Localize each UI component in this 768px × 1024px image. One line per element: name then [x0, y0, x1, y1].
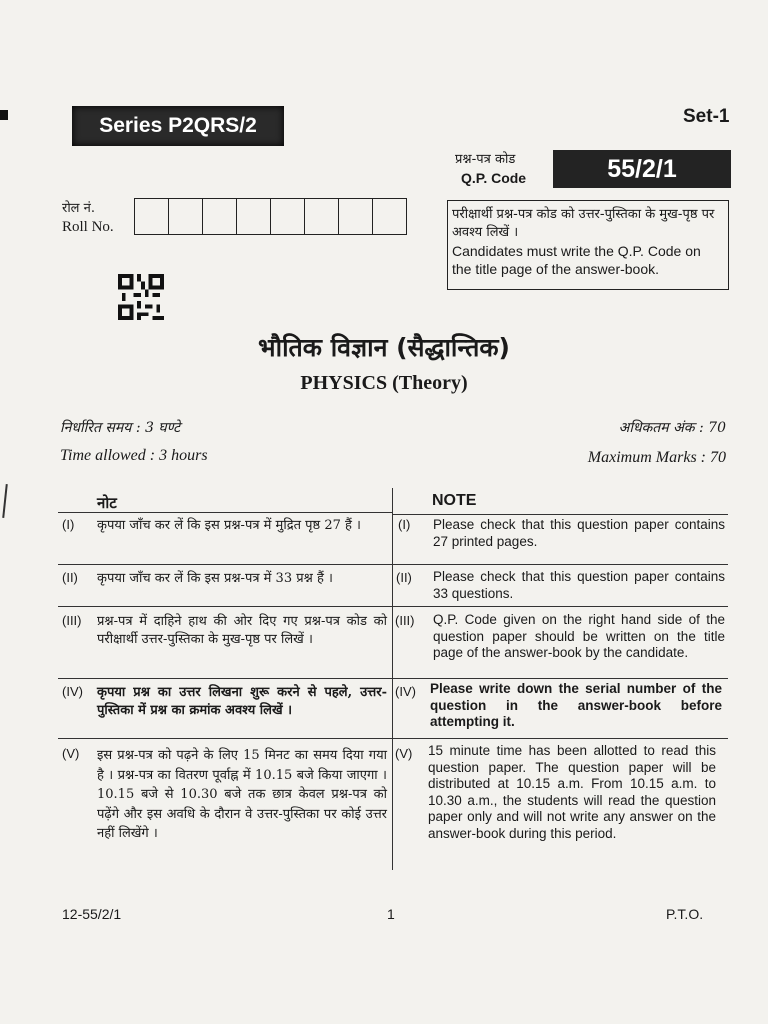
- qp-code-label-hindi: प्रश्न-पत्र कोड: [455, 152, 516, 167]
- roll-label-hindi: रोल नं.: [62, 201, 95, 216]
- row-divider: [58, 678, 728, 679]
- pto-label: P.T.O.: [666, 906, 704, 922]
- qp-code-label: Q.P. Code: [461, 170, 527, 186]
- note-text: Q.P. Code given on the right hand side of the question paper should be written on the title page of the answer-book by the candidate.: [433, 612, 725, 660]
- scan-mark-line: [2, 484, 8, 518]
- time-allowed: Time allowed : 3 hours: [60, 447, 208, 464]
- roll-label: Roll No.: [62, 219, 114, 235]
- roll-digit-box[interactable]: [339, 199, 373, 234]
- note-number: (IV): [62, 684, 83, 699]
- note-text: Please check that this question paper contains 33 questions.: [433, 569, 725, 601]
- qp-code-notice: [447, 200, 729, 290]
- notice-hindi: परीक्षार्थी प्रश्न-पत्र कोड को उत्तर-पुस्तिका के मुख-पृष्ठ पर अवश्य लिखें ।: [452, 207, 715, 240]
- maximum-marks: Maximum Marks : 70: [587, 449, 726, 466]
- scan-mark: [0, 110, 8, 120]
- roll-digit-box[interactable]: [135, 199, 169, 234]
- notice-english: Candidates must write the Q.P. Code on the title page of the answer-book.: [452, 243, 701, 277]
- title-hindi: भौतिक विज्ञान (सैद्धान्तिक): [258, 333, 510, 362]
- title-english: PHYSICS (Theory): [300, 372, 468, 394]
- note-heading-hindi: नोट: [97, 494, 117, 512]
- roll-digit-box[interactable]: [373, 199, 406, 234]
- note-number: (II): [396, 570, 412, 585]
- roll-digit-box[interactable]: [237, 199, 271, 234]
- note-number: (III): [62, 613, 82, 628]
- series-badge: Series P2QRS/2: [72, 106, 284, 146]
- roll-digit-box[interactable]: [305, 199, 339, 234]
- note-text: 15 minute time has been allotted to read this question paper. The question paper will be distributed at 10.15 a.m. From 10.15 a.m. to 10.30 a.m., the students will read the question paper only and will not write any answer on the answer-book during this period.: [428, 743, 716, 841]
- maximum-marks-hindi: अधिकतम अंक : 70: [618, 420, 726, 436]
- row-divider: [58, 564, 728, 565]
- note-number: (V): [62, 746, 80, 761]
- note-text: Please write down the serial number of the question in the answer-book before attempting it.: [430, 681, 722, 729]
- qr-code-icon: [117, 274, 165, 320]
- note-text: Please check that this question paper contains 27 printed pages.: [433, 517, 725, 549]
- note-number: (III): [395, 613, 415, 628]
- footer-code: 12-55/2/1: [62, 906, 122, 922]
- note-number: (I): [62, 517, 75, 532]
- roll-number-boxes[interactable]: [134, 198, 407, 235]
- page-number: 1: [387, 906, 395, 922]
- note-text-hindi: इस प्रश्न-पत्र को पढ़ने के लिए 15 मिनट का समय दिया गया है । प्रश्न-पत्र का वितरण पूर्वाह्न में 10.15 बजे किया जाएगा । 10.15 बजे से 10.30 बजे तक छात्र केवल प्रश्न-पत्र को पढ़ेंगे और इस अवधि के दौरान वे उत्तर-पुस्तिका पर कोई उत्तर नहीं लिखेंगे ।: [97, 748, 387, 841]
- row-divider: [58, 512, 392, 513]
- note-number: (II): [62, 570, 78, 585]
- set-label: Set-1: [683, 106, 730, 127]
- row-divider: [393, 514, 728, 515]
- note-number: (I): [398, 517, 411, 532]
- note-number: (IV): [395, 684, 416, 699]
- roll-digit-box[interactable]: [203, 199, 237, 234]
- qp-code-badge: 55/2/1: [553, 150, 731, 188]
- note-number: (V): [395, 746, 413, 761]
- time-allowed-hindi: निर्धारित समय : 3 घण्टे: [60, 420, 181, 436]
- note-text-hindi: प्रश्न-पत्र में दाहिने हाथ की ओर दिए गए प्रश्न-पत्र कोड को परीक्षार्थी उत्तर-पुस्तिका के मुख-पृष्ठ पर लिखें ।: [97, 614, 387, 647]
- roll-digit-box[interactable]: [169, 199, 203, 234]
- row-divider: [58, 606, 728, 607]
- note-text-hindi: कृपया जाँच कर लें कि इस प्रश्न-पत्र में 33 प्रश्न हैं ।: [97, 571, 333, 586]
- note-text-hindi: कृपया प्रश्न का उत्तर लिखना शुरू करने से पहले, उत्तर-पुस्तिका में प्रश्न का क्रमांक अवश्य लिखें ।: [97, 685, 387, 718]
- roll-digit-box[interactable]: [271, 199, 305, 234]
- note-heading: NOTE: [432, 492, 477, 509]
- note-text-hindi: कृपया जाँच कर लें कि इस प्रश्न-पत्र में मुद्रित पृष्ठ 27 हैं ।: [97, 518, 361, 533]
- row-divider: [58, 738, 728, 739]
